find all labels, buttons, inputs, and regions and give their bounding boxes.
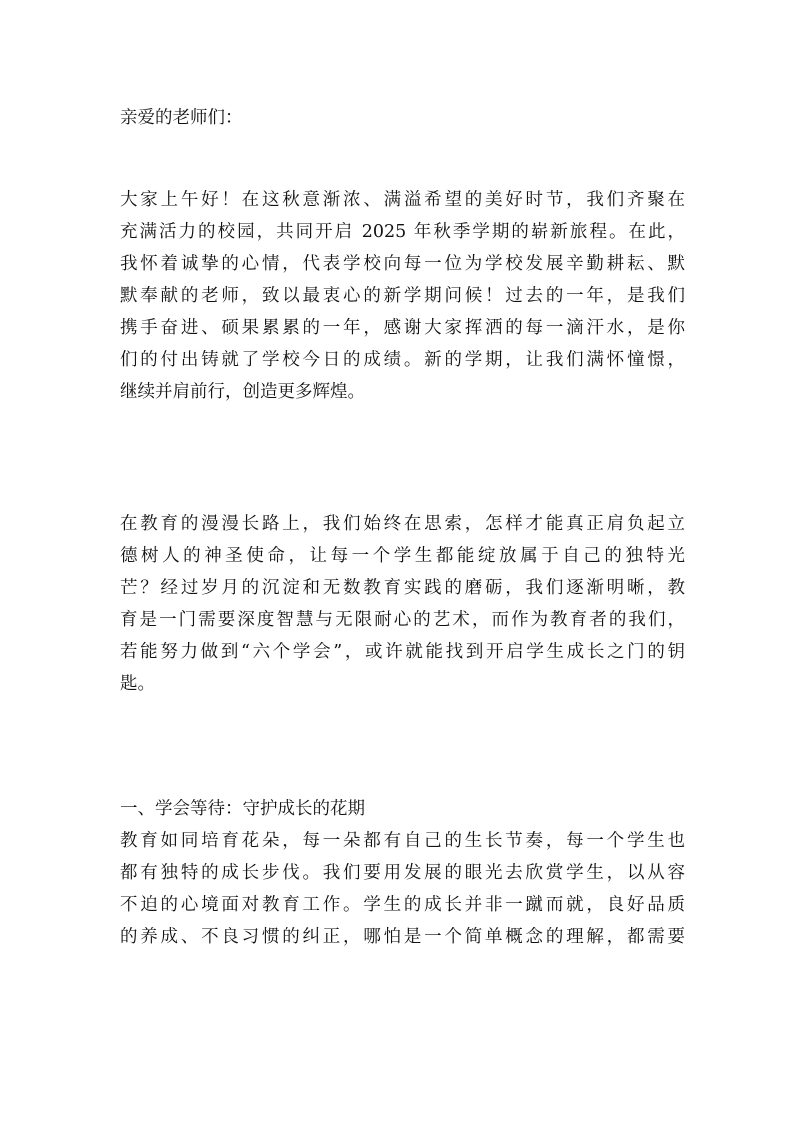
paragraph-line: 充满活力的校园，共同开启 2025 年秋季学期的崭新旅程。在此，	[120, 222, 685, 242]
salutation	[120, 102, 685, 134]
paragraph-line: 德树人的神圣使命，让每一个学生都能绽放属于自己的独特光	[120, 546, 685, 566]
salutation-text: 亲爱的老师们：	[120, 108, 243, 128]
paragraph-line: 们的付出铸就了学校今日的成绩。新的学期，让我们满怀憧憬，	[120, 350, 685, 370]
paragraph-line: 默奉献的老师，致以最衷心的新学期问候！过去的一年，是我们	[120, 286, 685, 306]
paragraph-line: 携手奋进、硕果累累的一年，感谢大家挥洒的每一滴汗水，是你	[120, 318, 685, 338]
section-line: 教育如同培育花朵，每一朵都有自己的生长节奏，每一个学生也	[120, 831, 685, 851]
section-line: 不迫的心境面对教育工作。学生的成长并非一蹴而就，良好品质	[120, 895, 685, 915]
section-line: 的养成、不良习惯的纠正，哪怕是一个简单概念的理解，都需要	[120, 927, 685, 947]
paragraph-line: 若能努力做到“六个学会”，或许就能找到开启学生成长之门的钥	[120, 642, 685, 662]
section-1	[120, 793, 685, 953]
paragraph-line: 大家上午好！在这秋意渐浓、满溢希望的美好时节，我们齐聚在	[120, 190, 685, 210]
paragraph-2	[120, 508, 685, 700]
paragraph-line: 在教育的漫漫长路上，我们始终在思索，怎样才能真正肩负起立	[120, 514, 685, 534]
paragraph-line: 芒？经过岁月的沉淀和无数教育实践的磨砺，我们逐渐明晰，教	[120, 578, 685, 598]
paragraph-line: 我怀着诚挚的心情，代表学校向每一位为学校发展辛勤耕耘、默	[120, 254, 685, 274]
paragraph-1	[120, 184, 685, 408]
section-line: 都有独特的成长步伐。我们要用发展的眼光去欣赏学生，以从容	[120, 863, 685, 883]
paragraph-line: 育是一门需要深度智慧与无限耐心的艺术，而作为教育者的我们，	[120, 610, 685, 630]
paragraph-line: 继续并肩前行，创造更多辉煌。	[120, 382, 365, 402]
paragraph-line: 匙。	[120, 674, 155, 694]
section-heading: 一、学会等待：守护成长的花期	[120, 799, 365, 819]
